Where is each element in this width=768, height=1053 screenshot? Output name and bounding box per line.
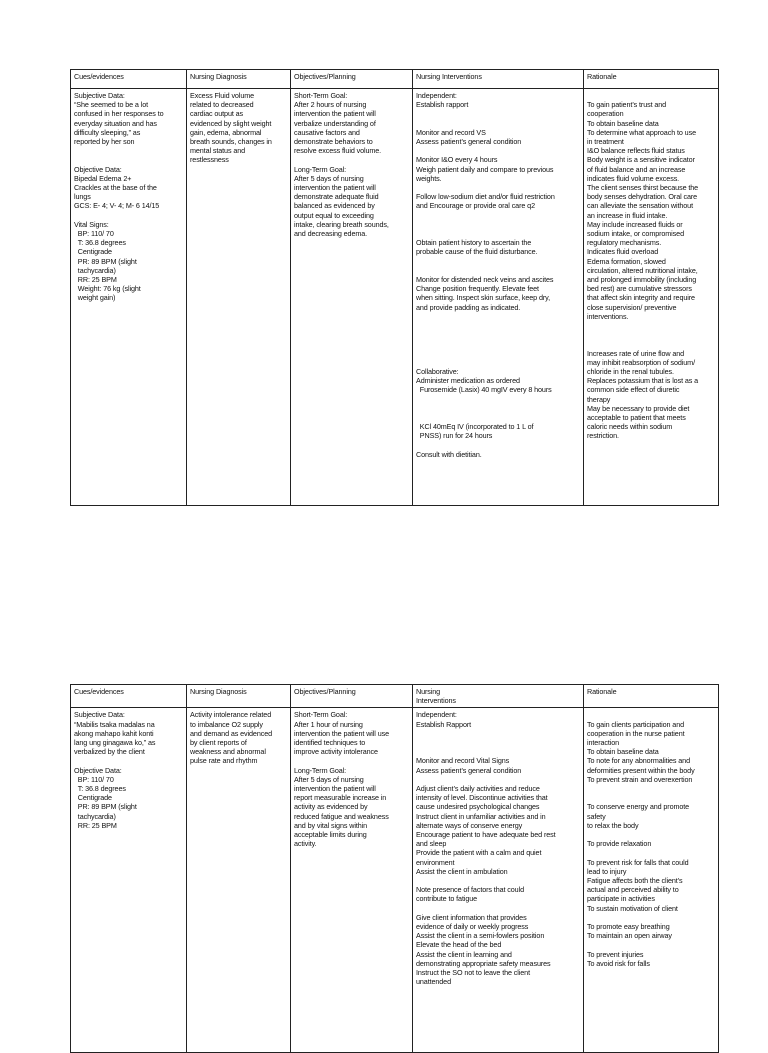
cell-text-line: output equal to exceeding bbox=[294, 210, 374, 220]
cues-cell bbox=[71, 89, 187, 506]
cell-text-line bbox=[416, 229, 580, 238]
cell-text-line: Provide the patient with a calm and quiet bbox=[416, 848, 542, 858]
cell-text-line: I&O balance reflects fluid status bbox=[587, 146, 685, 156]
cell-text-line: weakness and abnormal bbox=[190, 747, 266, 757]
cell-text-line: Assess patient’s general condition bbox=[416, 765, 522, 775]
cell-text-line bbox=[416, 738, 580, 747]
cell-text-line: To conserve energy and promote bbox=[587, 802, 690, 812]
cell-text-line: restlessness bbox=[190, 155, 229, 165]
cell-text-line bbox=[74, 211, 183, 220]
cell-text-line: unattended bbox=[416, 977, 451, 987]
cell-text-line: May include increased fluids or bbox=[587, 219, 683, 229]
cell-text-line: and sleep bbox=[416, 839, 447, 849]
cell-text-line bbox=[416, 220, 580, 229]
cell-text-line: Short-Term Goal: bbox=[294, 710, 348, 720]
cell-text-line: Activity intolerance related bbox=[190, 710, 272, 720]
cell-text-line bbox=[416, 339, 580, 348]
cell-text-line: Note presence of factors that could bbox=[416, 885, 524, 895]
cell-text-line: cooperation in the nurse patient bbox=[587, 728, 685, 738]
cell-text-line bbox=[416, 876, 580, 885]
cell-text-line: lungs bbox=[74, 192, 91, 202]
cell-text-line: To promote easy breathing bbox=[587, 921, 670, 931]
cell-text-line: and demand as evidenced bbox=[190, 728, 273, 738]
cell-text-line: To provide relaxation bbox=[587, 839, 652, 849]
cell-text-line: Monitor I&O every 4 hours bbox=[416, 155, 498, 165]
cell-text-line: Independent: bbox=[416, 710, 457, 720]
cell-text-line: Consult with dietitian. bbox=[416, 449, 482, 459]
cell-text-line: causative factors and bbox=[294, 127, 360, 137]
cell-text-line: tachycardia) bbox=[74, 265, 116, 275]
cell-text-line: bed rest) are cumulative stressors bbox=[587, 284, 692, 294]
header-rationale: Rationale bbox=[584, 685, 719, 708]
cell-text-line: mental status and bbox=[190, 146, 246, 156]
cell-text-line bbox=[416, 257, 580, 266]
cell-text-line: Elevate the head of the bed bbox=[416, 940, 502, 950]
cell-text-line bbox=[587, 321, 715, 330]
cell-text-line: and decreasing edema. bbox=[294, 229, 368, 239]
cell-text-line: Assist the client in ambulation bbox=[416, 866, 508, 876]
cell-text-line: Assist the client in learning and bbox=[416, 949, 512, 959]
cell-text-line: and prolonged immobility (including bbox=[587, 275, 697, 285]
cell-text-line bbox=[416, 404, 580, 413]
cell-text-line: tachycardia) bbox=[74, 811, 116, 821]
cell-text-line bbox=[416, 109, 580, 118]
cell-text-line bbox=[416, 394, 580, 403]
objectives-cell bbox=[291, 708, 413, 1053]
cell-text-line: After 1 hour of nursing bbox=[294, 719, 363, 729]
cell-text-line: May be necessary to provide diet bbox=[587, 403, 690, 413]
cell-text-line: Monitor for distended neck veins and ascites bbox=[416, 274, 554, 284]
cell-text-line bbox=[416, 211, 580, 220]
cell-text-line: weights. bbox=[416, 173, 442, 183]
cell-text-line: identified techniques to bbox=[294, 738, 366, 748]
cell-text-line: confused in her responses to bbox=[74, 109, 164, 119]
cell-text-line bbox=[294, 155, 409, 164]
cell-text-line: Fatigue affects both the client’s bbox=[587, 875, 683, 885]
cell-text-line bbox=[416, 775, 580, 784]
diagnosis-cell bbox=[187, 708, 291, 1053]
cell-text-line: Establish rapport bbox=[416, 100, 469, 110]
cell-text-line: Monitor and record VS bbox=[416, 127, 486, 137]
cell-text-line: environment bbox=[416, 857, 455, 867]
cell-text-line: RR: 25 BPM bbox=[74, 820, 117, 830]
cell-text-line: Long-Term Goal: bbox=[294, 765, 347, 775]
cell-text-line: Collaborative: bbox=[416, 366, 459, 376]
header-rationale: Rationale bbox=[584, 70, 719, 89]
cell-text-line bbox=[587, 91, 715, 100]
cell-text-line: an increase in fluid intake. bbox=[587, 210, 668, 220]
cell-text-line: Establish Rapport bbox=[416, 719, 472, 729]
objectives-cell bbox=[291, 89, 413, 506]
cell-text-line: Increases rate of urine flow and bbox=[587, 348, 685, 358]
cell-text-line: To obtain baseline data bbox=[587, 118, 659, 128]
cell-text-line: and Encourage or provide oral care q2 bbox=[416, 201, 535, 211]
cell-text-line: demonstrate adequate fluid bbox=[294, 192, 379, 202]
cell-text-line: activity. bbox=[294, 839, 317, 849]
cell-text-line: To prevent risk for falls that could bbox=[587, 857, 689, 867]
cell-text-line: Give client information that provides bbox=[416, 912, 527, 922]
diagnosis-cell bbox=[187, 89, 291, 506]
cell-text-line bbox=[587, 710, 715, 719]
header-objectives: Objectives/Planning bbox=[291, 70, 413, 89]
cell-text-line: activity as evidenced by bbox=[294, 802, 368, 812]
cell-text-line: Short-Term Goal: bbox=[294, 91, 348, 100]
cell-text-line: by client reports of bbox=[190, 738, 247, 748]
cell-text-line: intervention the patient will bbox=[294, 784, 376, 794]
cell-text-line: PR: 89 BPM (slight bbox=[74, 802, 137, 812]
nursing-care-plan-table-2 bbox=[70, 684, 719, 1053]
table-row bbox=[71, 708, 719, 1053]
cell-text-line: Independent: bbox=[416, 91, 457, 100]
cell-text-line: pulse rate and rhythm bbox=[190, 756, 258, 766]
cell-text-line: lang ung ginagawa ko,” as bbox=[74, 738, 156, 748]
cell-text-line: Assess patient’s general condition bbox=[416, 136, 522, 146]
cell-text-line bbox=[416, 312, 580, 321]
cell-text-line: breath sounds, changes in bbox=[190, 137, 272, 147]
cell-text-line bbox=[587, 830, 715, 839]
cell-text-line: report measurable increase in bbox=[294, 793, 387, 803]
cell-text-line: contribute to fatigue bbox=[416, 894, 478, 904]
cell-text-line: indicates fluid volume excess. bbox=[587, 173, 680, 183]
cell-text-line: balanced as evidenced by bbox=[294, 201, 375, 211]
cell-text-line: BP: 110/ 70 bbox=[74, 774, 114, 784]
cell-text-line: cause undesired psychological changes bbox=[416, 802, 540, 812]
cell-text-line: interventions. bbox=[587, 311, 629, 321]
header-interventions: Nursing Interventions bbox=[413, 685, 584, 708]
cell-text-line: when sitting. Inspect skin surface, keep dry, bbox=[416, 293, 550, 303]
cell-text-line: evidenced by slight weight bbox=[190, 118, 272, 128]
cell-text-line: Encourage patient to have adequate bed rest bbox=[416, 829, 556, 839]
cell-text-line bbox=[587, 793, 715, 802]
cell-text-line: Obtain patient history to ascertain the bbox=[416, 238, 532, 248]
cell-text-line: Furosemide (Lasix) 40 mgIV every 8 hours bbox=[416, 385, 552, 395]
cell-text-line: cooperation bbox=[587, 109, 624, 119]
table-header-row bbox=[71, 685, 719, 708]
cell-text-line: Body weight is a sensitive indicator bbox=[587, 155, 695, 165]
cell-text-line bbox=[587, 848, 715, 857]
cell-text-line: chloride in the renal tubules. bbox=[587, 367, 674, 377]
cell-text-line: After 5 days of nursing bbox=[294, 173, 364, 183]
header-cues: Cues/evidences bbox=[71, 70, 187, 89]
cell-text-line: To gain patient’s trust and bbox=[587, 100, 667, 110]
cell-text-line bbox=[74, 155, 183, 164]
cell-text-line: and by vital signs within bbox=[294, 820, 368, 830]
cell-text-line: Centigrade bbox=[74, 247, 112, 257]
cell-text-line: of fluid balance and an increase bbox=[587, 164, 686, 174]
cell-text-line: BP: 110/ 70 bbox=[74, 229, 114, 238]
cell-text-line: Follow low-sodium diet and/or fluid restriction bbox=[416, 192, 555, 202]
header-diagnosis: Nursing Diagnosis bbox=[187, 70, 291, 89]
cell-text-line: restriction. bbox=[587, 431, 619, 441]
cell-text-line: may inhibit reabsorption of sodium/ bbox=[587, 357, 695, 367]
cell-text-line: Excess Fluid volume bbox=[190, 91, 255, 100]
cell-text-line bbox=[416, 183, 580, 192]
cell-text-line: Bipedal Edema 2+ bbox=[74, 173, 132, 183]
header-interventions: Nursing Interventions bbox=[413, 70, 584, 89]
cell-text-line: Objective Data: bbox=[74, 765, 122, 775]
cell-text-line: caloric needs within sodium bbox=[587, 422, 673, 432]
cell-text-line: gain, edema, abnormal bbox=[190, 127, 262, 137]
cell-text-line: Administer medication as ordered bbox=[416, 376, 520, 386]
cell-text-line: “Mabilis tsaka madalas na bbox=[74, 719, 155, 729]
cell-text-line: “She seemed to be a lot bbox=[74, 100, 149, 110]
cell-text-line: Crackles at the base of the bbox=[74, 183, 157, 192]
header-objectives: Objectives/Planning bbox=[291, 685, 413, 708]
cell-text-line: regulatory mechanisms. bbox=[587, 238, 662, 248]
table-row bbox=[71, 89, 719, 506]
cell-text-line: alternate ways of conserve energy bbox=[416, 820, 523, 830]
cell-text-line bbox=[416, 330, 580, 339]
rationale-cell bbox=[584, 708, 719, 1053]
cell-text-line: resolve excess fluid volume. bbox=[294, 146, 382, 156]
cell-text-line: Instruct client in unfamiliar activities and in bbox=[416, 811, 546, 821]
cell-text-line: difficulty sleeping,” as bbox=[74, 127, 141, 137]
cell-text-line bbox=[416, 413, 580, 422]
cell-text-line: participate in activities bbox=[587, 894, 655, 904]
cell-text-line: To gain clients participation and bbox=[587, 719, 684, 729]
cell-text-line: intervention the patient will bbox=[294, 183, 376, 193]
cell-text-line bbox=[416, 440, 580, 449]
cell-text-line: circulation, altered nutritional intake, bbox=[587, 265, 698, 275]
cell-text-line: PNSS) run for 24 hours bbox=[416, 431, 493, 441]
interventions-cell bbox=[413, 89, 584, 506]
cell-text-line: Change position frequently. Elevate feet bbox=[416, 284, 539, 294]
interventions-cell bbox=[413, 708, 584, 1053]
cell-text-line: intake, clearing breath sounds, bbox=[294, 219, 389, 229]
cell-text-line bbox=[416, 321, 580, 330]
cell-text-line: actual and perceived ability to bbox=[587, 885, 679, 895]
cell-text-line: close supervision/ preventive bbox=[587, 302, 677, 312]
cell-text-line: related to decreased bbox=[190, 100, 254, 110]
cell-text-line: reported by her son bbox=[74, 137, 135, 147]
cell-text-line: therapy bbox=[587, 394, 611, 404]
cell-text-line: improve activity intolerance bbox=[294, 747, 378, 757]
cell-text-line: everyday situation and has bbox=[74, 118, 157, 128]
cell-text-line: sodium intake, or compromised bbox=[587, 229, 684, 239]
cell-text-line bbox=[587, 339, 715, 348]
cell-text-line: intensity of level. Discontinue activities that bbox=[416, 793, 548, 803]
cell-text-line bbox=[416, 119, 580, 128]
cell-text-line: Objective Data: bbox=[74, 164, 122, 174]
cell-text-line: cardiac output as bbox=[190, 109, 244, 119]
nursing-care-plan-table-1 bbox=[70, 69, 719, 506]
cell-text-line: The client senses thirst because the bbox=[587, 183, 699, 193]
cell-text-line: Indicates fluid overload bbox=[587, 247, 659, 257]
cell-text-line: To determine what approach to use bbox=[587, 127, 696, 137]
cell-text-line: Replaces potassium that is lost as a bbox=[587, 376, 699, 386]
cell-text-line bbox=[416, 904, 580, 913]
cell-text-line: Adjust client’s daily activities and reduce bbox=[416, 783, 540, 793]
cell-text-line: To prevent strain and overexertion bbox=[587, 774, 693, 784]
table-header-row bbox=[71, 70, 719, 89]
cell-text-line: deformities present within the body bbox=[587, 765, 695, 775]
cell-text-line: verbalize understanding of bbox=[294, 118, 376, 128]
cell-text-line bbox=[587, 913, 715, 922]
cell-text-line: demonstrating appropriate safety measures bbox=[416, 958, 551, 968]
cell-text-line bbox=[74, 756, 183, 765]
cell-text-line: lead to injury bbox=[587, 866, 627, 876]
cell-text-line: common side effect of diuretic bbox=[587, 385, 680, 395]
cell-text-line: To avoid risk for falls bbox=[587, 958, 650, 968]
cell-text-line bbox=[416, 146, 580, 155]
cell-text-line: in treatment bbox=[587, 137, 624, 146]
cell-text-line: Centigrade bbox=[74, 793, 112, 803]
cell-text-line: To prevent injuries bbox=[587, 949, 644, 959]
cell-text-line: evidence of daily or weekly progress bbox=[416, 921, 529, 931]
cell-text-line bbox=[416, 747, 580, 756]
cell-text-line bbox=[74, 146, 183, 155]
header-cues: Cues/evidences bbox=[71, 685, 187, 708]
cell-text-line: GCS: E- 4; V- 4; M- 6 14/15 bbox=[74, 201, 160, 211]
cell-text-line: to relax the body bbox=[587, 820, 639, 830]
cell-text-line bbox=[587, 330, 715, 339]
cell-text-line: T: 36.8 degrees bbox=[74, 784, 126, 794]
cell-text-line: that affect skin integrity and require bbox=[587, 293, 695, 303]
rationale-cell bbox=[584, 89, 719, 506]
cell-text-line bbox=[416, 348, 580, 357]
cell-text-line: intervention the patient will use bbox=[294, 728, 389, 738]
cell-text-line: To sustain motivation of client bbox=[587, 903, 678, 913]
cell-text-line: Assist the client in a semi-fowlers position bbox=[416, 931, 545, 941]
cell-text-line bbox=[416, 358, 580, 367]
cell-text-line: Vital Signs: bbox=[74, 219, 109, 229]
cell-text-line: Long-Term Goal: bbox=[294, 164, 347, 174]
cell-text-line: Weigh patient daily and compare to previous bbox=[416, 164, 554, 174]
cell-text-line: Subjective Data: bbox=[74, 710, 125, 720]
cell-text-line: To maintain an open airway bbox=[587, 931, 672, 941]
cell-text-line: Weight: 76 kg (slight bbox=[74, 284, 141, 294]
cell-text-line: acceptable to patient that meets bbox=[587, 413, 686, 423]
cell-text-line: probable cause of the fluid disturbance. bbox=[416, 247, 538, 257]
cell-text-line: weight gain) bbox=[74, 293, 116, 303]
cell-text-line bbox=[587, 784, 715, 793]
cell-text-line: Edema formation, slowed bbox=[587, 256, 666, 266]
cell-text-line: acceptable limits during bbox=[294, 830, 367, 840]
cell-text-line bbox=[294, 756, 409, 765]
cell-text-line: safety bbox=[587, 811, 606, 821]
cell-text-line: reduced fatigue and weakness bbox=[294, 811, 389, 821]
cell-text-line: KCl 40mEq IV (incorporated to 1 L of bbox=[416, 422, 534, 432]
cell-text-line: interaction bbox=[587, 738, 620, 747]
cell-text-line: Subjective Data: bbox=[74, 91, 125, 100]
cell-text-line: akong mahapo kahit konti bbox=[74, 728, 154, 738]
header-diagnosis: Nursing Diagnosis bbox=[187, 685, 291, 708]
cell-text-line: To obtain baseline data bbox=[587, 747, 659, 757]
cell-text-line: PR: 89 BPM (slight bbox=[74, 256, 137, 266]
cues-cell bbox=[71, 708, 187, 1053]
cell-text-line bbox=[416, 729, 580, 738]
cell-text-line: T: 36.8 degrees bbox=[74, 238, 126, 248]
cell-text-line: RR: 25 BPM bbox=[74, 275, 117, 285]
cell-text-line: After 5 days of nursing bbox=[294, 774, 364, 784]
cell-text-line: Monitor and record Vital Signs bbox=[416, 756, 510, 766]
cell-text-line bbox=[587, 940, 715, 949]
cell-text-line: Instruct the SO not to leave the client bbox=[416, 968, 530, 977]
cell-text-line: to imbalance O2 supply bbox=[190, 719, 263, 729]
cell-text-line: and provide padding as indicated. bbox=[416, 302, 521, 312]
cell-text-line: demonstrate behaviors to bbox=[294, 137, 373, 147]
cell-text-line: body senses dehydration. Oral care bbox=[587, 192, 698, 202]
cell-text-line: can alleviate the sensation without bbox=[587, 201, 693, 211]
cell-text-line: intervention the patient will bbox=[294, 109, 376, 119]
cell-text-line: verbalized by the client bbox=[74, 747, 145, 757]
cell-text-line: After 2 hours of nursing bbox=[294, 100, 367, 110]
cell-text-line: To note for any abnormalities and bbox=[587, 756, 690, 766]
cell-text-line bbox=[416, 266, 580, 275]
